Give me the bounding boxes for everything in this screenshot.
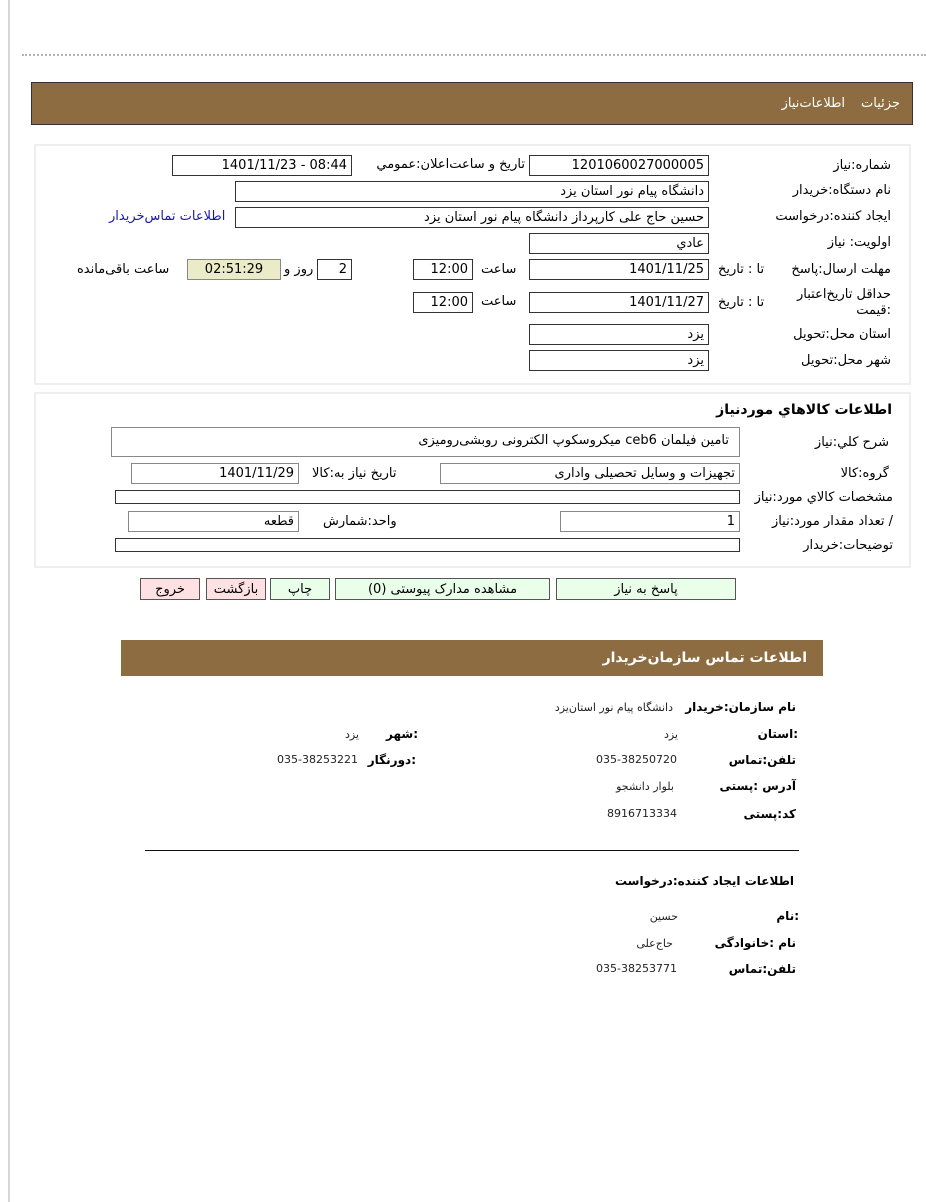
specs-field <box>115 490 740 504</box>
unit-label: واحد‌:شمارش <box>323 514 397 529</box>
buyer-contact-banner <box>121 640 823 676</box>
response-date-field: 1401/11/25 <box>529 259 709 280</box>
price-validity-time-field: 12:00 <box>413 292 473 313</box>
requester-phone-value: 035-38253771 <box>596 962 677 975</box>
need-date-label: تاریخ نیاز به‌:کالا <box>312 466 397 481</box>
days-remaining-field: 2 <box>317 259 352 280</box>
province-label: :استان <box>757 727 798 741</box>
fax-label: :دورنگار <box>367 753 416 767</box>
requester-first-name-label: :نام <box>776 909 799 923</box>
need-number-field: 1201060027000005 <box>529 155 709 176</box>
price-validity-label: حداقل تاریخ‌اعتبار :قیمت <box>797 287 891 318</box>
fax-value: 035-38253221 <box>277 753 358 766</box>
response-time-field: 12:00 <box>413 259 473 280</box>
view-attachments-button[interactable]: مشاهده مدارک پیوستی (0) <box>335 578 550 600</box>
buyer-contact-title: اطلاعات تماس سازمان‌خریدار <box>602 650 807 666</box>
dotted-separator <box>22 54 926 56</box>
response-deadline-label: مهلت ارسال‌:پاسخ <box>791 262 891 277</box>
requester-first-name-value: حسین <box>649 910 678 923</box>
price-hour-label: ساعت <box>481 294 517 309</box>
buyer-contact-link[interactable]: اطلاعات تماس‌خریدار <box>109 209 226 224</box>
respond-button[interactable]: پاسخ به نیاز <box>556 578 736 600</box>
goods-group-field: تجهیزات و وسایل تحصیلی واداری <box>440 463 740 484</box>
print-button[interactable]: چاپ <box>270 578 330 600</box>
delivery-province-field: یزد <box>529 324 709 345</box>
requester-phone-label: تلفن:تماس <box>728 962 796 976</box>
buyer-notes-field <box>115 538 740 552</box>
phone-label: تلفن:تماس <box>728 753 796 767</box>
address-value: بلوار دانشجو <box>616 780 674 793</box>
postal-code-value: 8916713334 <box>607 807 677 820</box>
need-date-field: 1401/11/29 <box>131 463 299 484</box>
goods-group-label: گروه‌:کالا <box>840 466 889 481</box>
quantity-label: / تعداد مقدار مورد‌:نیاز <box>771 514 893 529</box>
requester-last-name-label: نام :خانوادگی <box>714 936 796 950</box>
delivery-city-field: یزد <box>529 350 709 371</box>
buyer-notes-label: توضیحات‌:خریدار <box>803 538 893 553</box>
price-validity-date-field: 1401/11/27 <box>529 292 709 313</box>
delivery-city-label: شهر محل‌:تحویل <box>801 353 891 368</box>
description-label: شرح کلي‌:نیاز <box>814 435 889 450</box>
price-to-date-label: تا : تاریخ <box>718 295 765 310</box>
requester-section-title: اطلاعات ایجاد کننده:درخواست <box>614 874 794 888</box>
need-number-label: شماره‌:نیاز <box>833 158 891 173</box>
remaining-label: ساعت باقی‌مانده <box>77 262 170 277</box>
response-hour-label: ساعت <box>481 262 517 277</box>
days-label: روز و <box>284 262 314 277</box>
phone-value: 035-38250720 <box>596 753 677 766</box>
creator-label: ایجاد کننده‌:درخواست <box>775 209 891 224</box>
postal-code-label: کد:پستی <box>743 807 796 821</box>
unit-field: قطعه <box>128 511 299 532</box>
goods-section-title: اطلاعات کالاهاي موردنیاز <box>716 402 892 418</box>
org-name-label: نام سازمان:خریدار <box>685 700 796 714</box>
quantity-field: 1 <box>560 511 740 532</box>
delivery-province-label: استان محل‌:تحویل <box>793 327 891 342</box>
priority-field: عادي <box>529 233 709 254</box>
city-label: :شهر <box>386 727 418 741</box>
city-value: یزد <box>344 728 359 741</box>
response-to-date-label: تا : تاریخ <box>718 262 765 277</box>
page-left-border <box>8 0 10 1202</box>
address-label: آدرس :پستی <box>719 779 796 793</box>
tab-need-info[interactable]: اطلاعات‌نیاز <box>781 96 846 111</box>
description-field: تامین فیلمان ceb6 میکروسکوپ الکترونی روبشی‌رومیزی <box>111 427 740 457</box>
announce-date-label: تاریخ و ساعت‌اعلان:عمومي <box>376 157 525 172</box>
details-header-banner <box>31 82 913 125</box>
tab-details[interactable]: جزئیات <box>861 96 900 111</box>
buyer-org-label: نام دستگاه‌:خریدار <box>792 183 891 198</box>
requester-last-name-value: حاج‌علی <box>636 937 673 950</box>
time-remaining-timer: 02:51:29 <box>187 259 281 280</box>
province-value: یزد <box>663 728 678 741</box>
priority-label: اولویت: نیاز <box>827 235 891 250</box>
specs-label: مشخصات کالاي مورد‌:نیاز <box>754 490 893 505</box>
announce-date-field: 1401/11/23 - 08:44 <box>172 155 352 176</box>
creator-field: حسین حاج علی کارپرداز دانشگاه پیام نور استان یزد <box>235 207 709 228</box>
back-button[interactable]: بازگشت <box>206 578 266 600</box>
exit-button[interactable]: خروج <box>140 578 200 600</box>
section-divider <box>145 850 799 851</box>
org-name-value: دانشگاه پیام نور استان‌یزد <box>554 701 673 714</box>
buyer-org-field: دانشگاه پیام نور استان یزد <box>235 181 709 202</box>
